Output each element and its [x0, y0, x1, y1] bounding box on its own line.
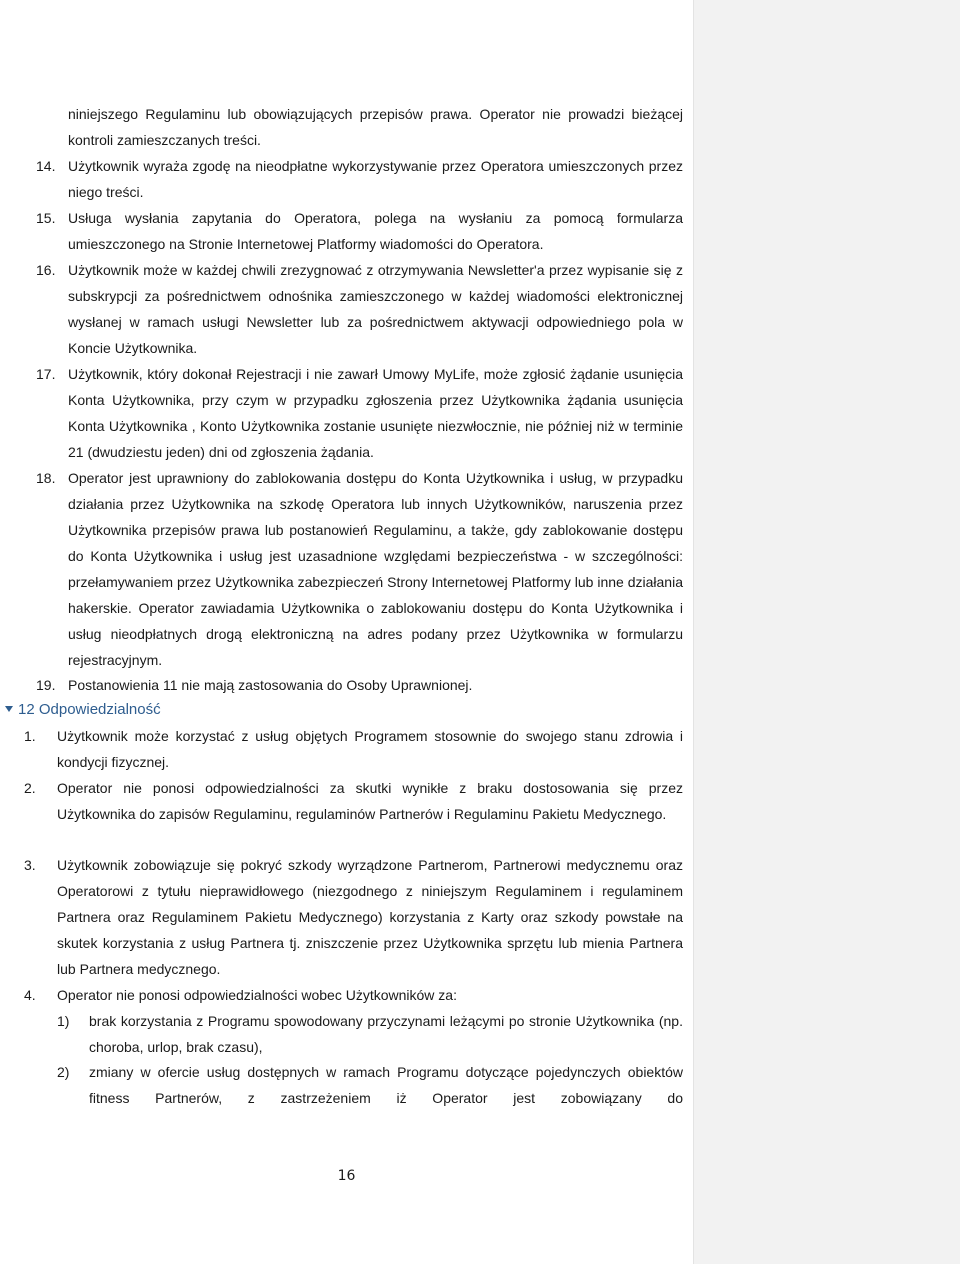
list-item-text: Operator nie ponosi odpowiedzialności za skutki wynikłe z braku dostosowania się przez Użytkownika do zapisów Regulaminu, regulaminów Partnerów i Regulaminu Pakietu Medycznego.	[57, 780, 683, 822]
list-number: 2.	[24, 780, 36, 796]
sublist-number: 1)	[57, 1013, 70, 1029]
list-item-text: Operator nie ponosi odpowiedzialności wobec Użytkowników za:	[57, 987, 457, 1003]
sublist-number: 2)	[57, 1064, 70, 1080]
comment-margin-pane	[693, 0, 960, 1264]
list-item-text: Użytkownik wyraża zgodę na nieodpłatne wykorzystywanie przez Operatora umieszczonych przez niego treści.	[68, 158, 683, 200]
collapse-triangle-icon[interactable]	[4, 704, 14, 714]
list-item-text: Usługa wysłania zapytania do Operatora, polega na wysłaniu za pomocą formularza umieszczonego na Stronie Internetowej Platformy wiadomości do Operatora.	[68, 210, 683, 252]
paragraph-continuation: niniejszego Regulaminu lub obowiązujących przepisów prawa. Operator nie prowadzi bieżącej kontroli zamieszczanych treści.	[68, 106, 683, 148]
section-heading-text: 12 Odpowiedzialność	[18, 701, 161, 718]
list-number: 4.	[24, 987, 36, 1003]
section-heading	[4, 697, 161, 723]
list-number: 15.	[36, 210, 56, 226]
list-item-text: Postanowienia 11 nie mają zastosowania do Osoby Uprawnionej.	[68, 677, 473, 693]
list-item-text: Operator jest uprawniony do zablokowania dostępu do Konta Użytkownika i usług, w przypadku działania przez Użytkownika na szkodę Operatora lub innych Użytkowników, naruszenia przez Użytkownika przepisów prawa lub postanowień Regulaminu, a także, gdy zablokowanie dostępu do Konta Użytkownika i usług jest uzasadnione względami bezpieczeństwa - w szczególności: przełamywaniem przez Użytkownika zabezpieczeń Strony Internetowej Platformy lub inne działania hakerskie. Operator zawiadamia Użytkownika o zablokowaniu dostępu do Konta Użytkownika i usług nieodpłatnych drogą elektroniczną na adres podany przez Użytkownika w formularzu rejestracyjnym.	[68, 470, 683, 668]
list-item-text: Użytkownik może w każdej chwili zrezygnować z otrzymywania Newsletter'a przez wypisanie się z subskrypcji za pośrednictwem odnośnika zamieszczonego w każdej wiadomości elektronicznej wysłanej w ramach usługi Newsletter lub za pośrednictwem aktywacji odpowiedniego pola w Koncie Użytkownika.	[68, 262, 683, 356]
page-number: 16	[337, 1168, 356, 1184]
list-item-text: Użytkownik, który dokonał Rejestracji i nie zawarł Umowy MyLife, może zgłosić żądanie usunięcia Konta Użytkownika, przy czym w przypadku zgłoszenia przez Użytkownika żądania usunięcia Konta Użytkownika , Konto Użytkownika zostanie usunięte niezwłocznie, nie później niż w terminie 21 (dwudziestu jeden) dni od zgłoszenia żądania.	[68, 366, 683, 460]
list-item-text: Użytkownik może korzystać z usług objętych Programem stosownie do swojego stanu zdrowia i kondycji fizycznej.	[57, 728, 683, 770]
list-number: 17.	[36, 366, 56, 382]
list-number: 1.	[24, 728, 36, 744]
sublist-item-text: zmiany w ofercie usług dostępnych w ramach Programu dotyczące pojedynczych obiektów fitness Partnerów, z zastrzeżeniem iż Operator jest zobowiązany do	[89, 1064, 683, 1106]
list-number: 14.	[36, 158, 56, 174]
list-number: 19.	[36, 677, 56, 693]
list-number: 18.	[36, 470, 56, 486]
list-number: 3.	[24, 857, 36, 873]
list-item-text: Użytkownik zobowiązuje się pokryć szkody wyrządzone Partnerom, Partnerowi medycznemu oraz Operatorowi z tytułu nieprawidłowego (niezgodnego z niniejszym Regulaminem i regulaminem Partnera oraz Regulaminem Pakietu Medycznego) korzystania z Karty oraz szkody powstałe na skutek korzystania z usług Partnera tj. zniszczenie przez Użytkownika sprzętu lub mienia Partnera lub Partnera medycznego.	[57, 857, 683, 977]
sublist-item-text: brak korzystania z Programu spowodowany przyczynami leżącymi po stronie Użytkownika (np. choroba, urlop, brak czasu),	[89, 1013, 683, 1055]
list-number: 16.	[36, 262, 56, 278]
